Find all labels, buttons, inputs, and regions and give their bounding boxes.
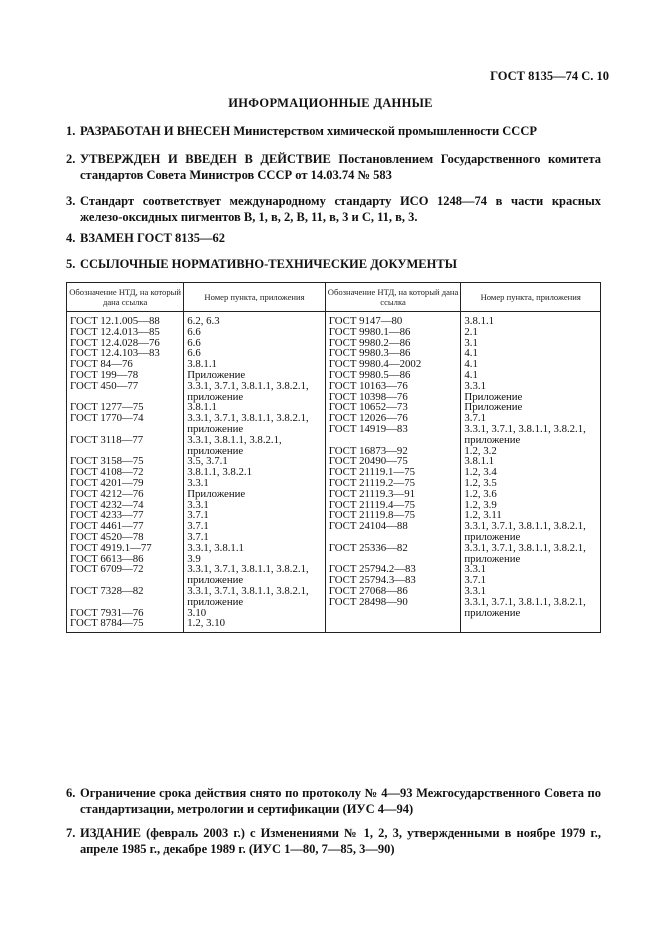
item-number: 2. (66, 152, 76, 166)
item-number: 4. (66, 231, 76, 245)
clause-number: 6.6 (184, 348, 326, 359)
clause-number: 4.1 (461, 348, 601, 359)
table-row (67, 521, 601, 532)
ntd-designation: ГОСТ 4461—77 (67, 521, 184, 532)
ntd-designation (67, 597, 184, 608)
references-table (66, 282, 601, 633)
col-header-ntd: Обозначение НТД, на который дана ссылка (67, 283, 184, 312)
ntd-designation: ГОСТ 9980.5—86 (325, 370, 461, 381)
ntd-designation: ГОСТ 12026—76 (325, 413, 461, 424)
ntd-designation: ГОСТ 7328—82 (67, 586, 184, 597)
clause-number: 3.8.1.1 (184, 359, 326, 370)
clause-number: Приложение (461, 402, 601, 413)
ntd-designation: ГОСТ 14919—83 (325, 424, 461, 435)
ntd-designation: ГОСТ 25794.2—83 (325, 564, 461, 575)
info-item-1 (66, 123, 601, 139)
clause-number: 3.7.1 (184, 521, 326, 532)
clause-number: 3.3.1 (461, 564, 601, 575)
table-row (67, 424, 601, 435)
table-row (67, 381, 601, 392)
clause-number: 3.7.1 (461, 575, 601, 586)
ntd-designation: ГОСТ 16873—92 (325, 446, 461, 457)
item-text: РАЗРАБОТАН И ВНЕСЕН Министерством химической промышленности СССР (80, 124, 537, 138)
clause-number: 3.3.1, 3.7.1, 3.8.1.1, 3.8.2.1, (461, 597, 601, 608)
item-number: 6. (66, 786, 76, 800)
item-text: ИЗДАНИЕ (февраль 2003 г.) с Изменениями № 1, 2, 3, утвержденными в ноябре 1979 г., апреле 1985 г., декабре 1989 г. (ИУС 1—80, 7—85, 3—90) (80, 826, 601, 856)
clause-number: 6.2, 6.3 (184, 312, 326, 327)
clause-number: приложение (184, 424, 326, 435)
clause-number: Приложение (184, 370, 326, 381)
clause-number (461, 618, 601, 632)
table-row (67, 608, 601, 619)
table-row (67, 489, 601, 500)
table-row (67, 435, 601, 446)
ntd-designation: ГОСТ 6613—86 (67, 554, 184, 565)
item-number: 3. (66, 194, 76, 208)
clause-number: 3.3.1, 3.7.1, 3.8.1.1, 3.8.2.1, (461, 521, 601, 532)
ntd-designation: ГОСТ 20490—75 (325, 456, 461, 467)
ntd-designation: ГОСТ 1770—74 (67, 413, 184, 424)
clause-number: приложение (184, 597, 326, 608)
ntd-designation: ГОСТ 28498—90 (325, 597, 461, 608)
ntd-designation: ГОСТ 12.4.013—85 (67, 327, 184, 338)
item-number: 7. (66, 826, 76, 840)
clause-number: 1.2, 3.4 (461, 467, 601, 478)
item-number: 5. (66, 257, 76, 271)
clause-number: 3.8.1.1 (184, 402, 326, 413)
ntd-designation: ГОСТ 10398—76 (325, 392, 461, 403)
table-row (67, 327, 601, 338)
clause-number: приложение (184, 392, 326, 403)
clause-number: приложение (461, 608, 601, 619)
clause-number: 3.1 (461, 338, 601, 349)
clause-number: 3.3.1, 3.7.1, 3.8.1.1, 3.8.2.1, (461, 424, 601, 435)
clause-number: приложение (461, 554, 601, 565)
ntd-designation: ГОСТ 450—77 (67, 381, 184, 392)
clause-number: 1.2, 3.6 (461, 489, 601, 500)
page-header: ГОСТ 8135—74 С. 10 (490, 69, 609, 83)
clause-number: 3.3.1 (184, 500, 326, 511)
table-row (67, 312, 601, 327)
col-header-clause: Номер пункта, приложения (461, 283, 601, 312)
clause-number: 3.3.1 (461, 381, 601, 392)
ntd-designation: ГОСТ 199—78 (67, 370, 184, 381)
item-text: Стандарт соответствует международному стандарту ИСО 1248—74 в части красных железо-оксидных пигментов В, 1, в, 2, В, 11, в, 3 и С, 11, в, 3. (80, 194, 601, 224)
ntd-designation: ГОСТ 9147—80 (325, 312, 461, 327)
ntd-designation: ГОСТ 21119.8—75 (325, 510, 461, 521)
ntd-designation (325, 608, 461, 619)
ntd-designation: ГОСТ 4201—79 (67, 478, 184, 489)
clause-number: 2.1 (461, 327, 601, 338)
ntd-designation: ГОСТ 25336—82 (325, 543, 461, 554)
clause-number: 6.6 (184, 338, 326, 349)
document-title: ИНФОРМАЦИОННЫЕ ДАННЫЕ (228, 96, 433, 110)
ntd-designation: ГОСТ 4233—77 (67, 510, 184, 521)
ntd-designation: ГОСТ 9980.4—2002 (325, 359, 461, 370)
ntd-designation: ГОСТ 27068—86 (325, 586, 461, 597)
clause-number: 3.3.1, 3.7.1, 3.8.1.1, 3.8.2.1, (184, 381, 326, 392)
clause-number: приложение (461, 435, 601, 446)
clause-number: 1.2, 3.9 (461, 500, 601, 511)
ntd-designation: ГОСТ 9980.2—86 (325, 338, 461, 349)
table-body (67, 312, 601, 633)
table-row (67, 543, 601, 554)
clause-number: 4.1 (461, 370, 601, 381)
clause-number: 3.5, 3.7.1 (184, 456, 326, 467)
clause-number: 1.2, 3.2 (461, 446, 601, 457)
ntd-designation: ГОСТ 12.4.028—76 (67, 338, 184, 349)
clause-number: 3.3.1, 3.7.1, 3.8.1.1, 3.8.2.1, (184, 586, 326, 597)
ntd-designation: ГОСТ 4108—72 (67, 467, 184, 478)
item-text: ВЗАМЕН ГОСТ 8135—62 (80, 231, 225, 245)
clause-number: 3.3.1, 3.7.1, 3.8.1.1, 3.8.2.1, (184, 413, 326, 424)
ntd-designation: ГОСТ 21119.4—75 (325, 500, 461, 511)
clause-number: 6.6 (184, 327, 326, 338)
clause-number: 3.3.1, 3.8.1.1, 3.8.2.1, (184, 435, 326, 446)
clause-number: 1.2, 3.11 (461, 510, 601, 521)
item-text: Ограничение срока действия снято по протоколу № 4—93 Межгосударственного Совета по стандартизации, метрологии и сертификации (ИУС 4—94) (80, 786, 601, 816)
clause-number: приложение (461, 532, 601, 543)
ntd-designation: ГОСТ 9980.1—86 (325, 327, 461, 338)
ntd-designation: ГОСТ 21119.3—91 (325, 489, 461, 500)
ntd-designation: ГОСТ 10652—73 (325, 402, 461, 413)
clause-number: 3.7.1 (184, 510, 326, 521)
clause-number: 3.3.1, 3.7.1, 3.8.1.1, 3.8.2.1, (461, 543, 601, 554)
info-item-3 (66, 193, 601, 225)
info-item-5 (66, 256, 601, 272)
ntd-designation: ГОСТ 12.1.005—88 (67, 312, 184, 327)
clause-number: 4.1 (461, 359, 601, 370)
table-header-row (67, 283, 601, 312)
clause-number: 3.8.1.1 (461, 312, 601, 327)
ntd-designation: ГОСТ 3158—75 (67, 456, 184, 467)
item-number: 1. (66, 124, 76, 138)
clause-number: 3.8.1.1 (461, 456, 601, 467)
ntd-designation: ГОСТ 4232—74 (67, 500, 184, 511)
clause-number: 3.7.1 (184, 532, 326, 543)
ntd-designation: ГОСТ 4520—78 (67, 532, 184, 543)
ntd-designation: ГОСТ 24104—88 (325, 521, 461, 532)
clause-number: приложение (184, 575, 326, 586)
ntd-designation: ГОСТ 21119.1—75 (325, 467, 461, 478)
clause-number: 3.3.1 (461, 586, 601, 597)
ntd-designation: ГОСТ 4212—76 (67, 489, 184, 500)
clause-number: 3.10 (184, 608, 326, 619)
ntd-designation: ГОСТ 8784—75 (67, 618, 184, 632)
clause-number: 3.7.1 (461, 413, 601, 424)
clause-number: Приложение (461, 392, 601, 403)
ntd-designation: ГОСТ 84—76 (67, 359, 184, 370)
clause-number: Приложение (184, 489, 326, 500)
col-header-clause: Номер пункта, приложения (184, 283, 326, 312)
clause-number: 3.3.1 (184, 478, 326, 489)
clause-number: 3.9 (184, 554, 326, 565)
clause-number: приложение (184, 446, 326, 457)
ntd-designation: ГОСТ 12.4.103—83 (67, 348, 184, 359)
ntd-designation: ГОСТ 6709—72 (67, 564, 184, 575)
clause-number: 3.8.1.1, 3.8.2.1 (184, 467, 326, 478)
ntd-designation (325, 435, 461, 446)
info-item-6 (66, 785, 601, 817)
info-item-7 (66, 825, 601, 857)
col-header-ntd: Обозначение НТД, на который дана ссылка (325, 283, 461, 312)
ntd-designation: ГОСТ 1277—75 (67, 402, 184, 413)
clause-number: 1.2, 3.10 (184, 618, 326, 632)
ntd-designation: ГОСТ 21119.2—75 (325, 478, 461, 489)
clause-number: 3.3.1, 3.8.1.1 (184, 543, 326, 554)
ntd-designation (325, 618, 461, 632)
table-row (67, 618, 601, 632)
table-row (67, 597, 601, 608)
ntd-designation: ГОСТ 25794.3—83 (325, 575, 461, 586)
ntd-designation: ГОСТ 9980.3—86 (325, 348, 461, 359)
info-item-2 (66, 151, 601, 183)
item-text: УТВЕРЖДЕН И ВВЕДЕН В ДЕЙСТВИЕ Постановлением Государственного комитета стандартов Совета Министров СССР от 14.03.74 № 583 (80, 152, 601, 182)
info-item-4 (66, 230, 601, 246)
item-text: ССЫЛОЧНЫЕ НОРМАТИВНО-ТЕХНИЧЕСКИЕ ДОКУМЕНТЫ (80, 257, 457, 271)
ntd-designation: ГОСТ 4919.1—77 (67, 543, 184, 554)
clause-number: 1.2, 3.5 (461, 478, 601, 489)
clause-number: 3.3.1, 3.7.1, 3.8.1.1, 3.8.2.1, (184, 564, 326, 575)
ntd-designation: ГОСТ 7931—76 (67, 608, 184, 619)
ntd-designation: ГОСТ 3118—77 (67, 435, 184, 446)
ntd-designation: ГОСТ 10163—76 (325, 381, 461, 392)
